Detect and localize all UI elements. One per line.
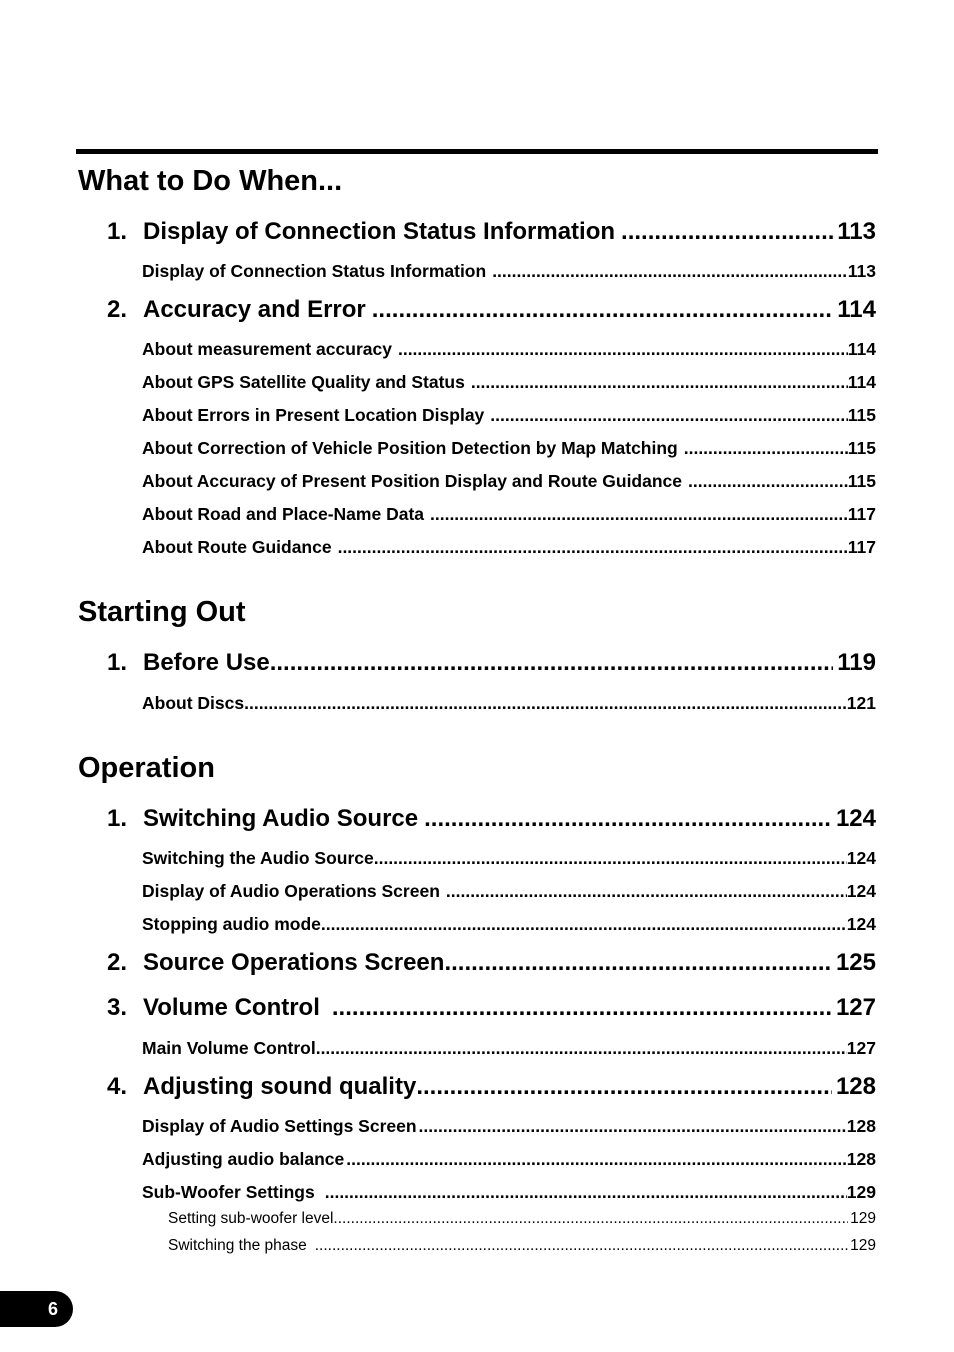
chapter-page: 127 <box>835 994 876 1021</box>
toc-entry[interactable] <box>142 437 876 459</box>
chapter-title: Display of Connection Status Information <box>143 218 616 245</box>
dot-leader <box>398 338 848 360</box>
subentry-page: 129 <box>850 1237 876 1254</box>
toc-entry[interactable] <box>142 692 876 714</box>
toc-chapter[interactable] <box>107 295 876 325</box>
section-title: Operation <box>78 752 215 784</box>
entry-title: About Correction of Vehicle Position Detection by Map Matching <box>142 438 678 458</box>
dot-leader <box>374 847 847 869</box>
entry-title: About GPS Satellite Quality and Status <box>142 372 465 392</box>
entry-title: Sub-Woofer Settings <box>142 1182 315 1202</box>
toc-entry[interactable] <box>142 913 876 935</box>
page-number-tab <box>0 1291 73 1327</box>
toc-entry[interactable] <box>142 1181 876 1203</box>
dot-leader <box>424 804 832 834</box>
page-number: 6 <box>47 1299 58 1319</box>
chapter-number: 3. <box>107 994 128 1021</box>
entry-title: Display of Audio Operations Screen <box>142 881 440 901</box>
dot-leader <box>346 1148 847 1170</box>
chapter-title: Adjusting sound quality <box>143 1073 417 1100</box>
chapter-title: Before Use <box>143 649 270 676</box>
entry-title: Display of Audio Settings Screen <box>142 1116 417 1136</box>
header-rule <box>76 149 878 154</box>
toc-entry[interactable] <box>142 338 876 360</box>
toc-subentry[interactable] <box>168 1209 876 1229</box>
chapter-title: Accuracy and Error <box>143 296 366 323</box>
toc-entry[interactable] <box>142 260 876 282</box>
entry-title: Main Volume Control <box>142 1038 316 1058</box>
entry-page: 128 <box>846 1116 876 1136</box>
toc-entry[interactable] <box>142 503 876 525</box>
chapter-number: 1. <box>107 649 128 676</box>
toc-entry[interactable] <box>142 847 876 869</box>
dot-leader <box>688 470 848 492</box>
toc-entry[interactable] <box>142 404 876 426</box>
chapter-title: Volume Control <box>143 994 320 1021</box>
dot-leader <box>492 260 848 282</box>
entry-page: 114 <box>847 372 876 392</box>
chapter-page: 113 <box>837 218 876 245</box>
dot-leader <box>270 648 834 678</box>
dot-leader <box>321 913 847 935</box>
entry-title: Display of Connection Status Information <box>142 261 487 281</box>
entry-title: About Errors in Present Location Display <box>142 405 485 425</box>
dot-leader <box>333 1209 848 1229</box>
dot-leader <box>372 295 834 325</box>
chapter-page: 119 <box>837 649 876 676</box>
entry-page: 124 <box>846 881 876 901</box>
dot-leader <box>325 1181 847 1203</box>
chapter-title: Source Operations Screen <box>143 949 445 976</box>
dot-leader <box>471 371 848 393</box>
dot-leader <box>446 880 847 902</box>
entry-page: 127 <box>846 1038 876 1058</box>
chapter-number: 2. <box>107 949 128 976</box>
toc-entry[interactable] <box>142 880 876 902</box>
toc-chapter[interactable] <box>107 217 876 247</box>
toc-entry[interactable] <box>142 470 876 492</box>
dot-leader <box>244 692 847 714</box>
toc-subentry[interactable] <box>168 1236 876 1256</box>
toc-chapter[interactable] <box>107 1072 876 1102</box>
dot-leader <box>444 948 832 978</box>
entry-page: 129 <box>846 1182 876 1202</box>
chapter-page: 128 <box>835 1073 876 1100</box>
chapter-number: 1. <box>107 805 128 832</box>
entry-page: 121 <box>846 693 876 713</box>
dot-leader <box>316 1037 847 1059</box>
entry-page: 117 <box>847 504 876 524</box>
entry-title: About Accuracy of Present Position Display and Route Guidance <box>142 471 683 491</box>
entry-page: 115 <box>847 405 876 425</box>
entry-page: 124 <box>846 848 876 868</box>
dot-leader <box>430 503 848 525</box>
chapter-number: 4. <box>107 1073 128 1100</box>
section-title: What to Do When... <box>78 165 343 197</box>
chapter-number: 1. <box>107 218 128 245</box>
toc-entry[interactable] <box>142 371 876 393</box>
dot-leader <box>684 437 848 459</box>
toc-chapter[interactable] <box>107 648 876 678</box>
chapter-page: 114 <box>837 296 876 323</box>
toc-entry[interactable] <box>142 536 876 558</box>
dot-leader <box>332 993 832 1023</box>
entry-page: 113 <box>847 261 876 281</box>
subentry-title: Switching the phase <box>168 1237 307 1254</box>
subentry-title: Setting sub-woofer level <box>168 1210 334 1227</box>
section-title: Starting Out <box>78 596 246 628</box>
dot-leader <box>621 217 833 247</box>
chapter-page: 125 <box>835 949 876 976</box>
toc-chapter[interactable] <box>107 804 876 834</box>
dot-leader <box>419 1115 847 1137</box>
entry-title: About Road and Place-Name Data <box>142 504 424 524</box>
entry-title: Switching the Audio Source <box>142 848 374 868</box>
entry-title: About Route Guidance <box>142 537 332 557</box>
dot-leader <box>490 404 847 426</box>
entry-page: 115 <box>847 438 876 458</box>
dot-leader <box>416 1072 832 1102</box>
entry-page: 114 <box>847 339 876 359</box>
toc-entry[interactable] <box>142 1037 876 1059</box>
entry-page: 128 <box>846 1149 876 1169</box>
chapter-number: 2. <box>107 296 128 323</box>
chapter-title: Switching Audio Source <box>143 805 419 832</box>
entry-page: 124 <box>846 914 876 934</box>
entry-title: Adjusting audio balance <box>142 1149 345 1169</box>
entry-page: 117 <box>847 537 876 557</box>
toc-entry[interactable] <box>142 1148 876 1170</box>
toc-entry[interactable] <box>142 1115 876 1137</box>
dot-leader <box>315 1236 848 1256</box>
dot-leader <box>338 536 848 558</box>
entry-title: About Discs <box>142 693 245 713</box>
subentry-page: 129 <box>850 1210 876 1227</box>
toc-chapter[interactable] <box>107 948 876 978</box>
entry-title: About measurement accuracy <box>142 339 392 359</box>
toc-chapter[interactable] <box>107 993 876 1023</box>
entry-page: 115 <box>847 471 876 491</box>
chapter-page: 124 <box>835 805 876 832</box>
entry-title: Stopping audio mode <box>142 914 321 934</box>
